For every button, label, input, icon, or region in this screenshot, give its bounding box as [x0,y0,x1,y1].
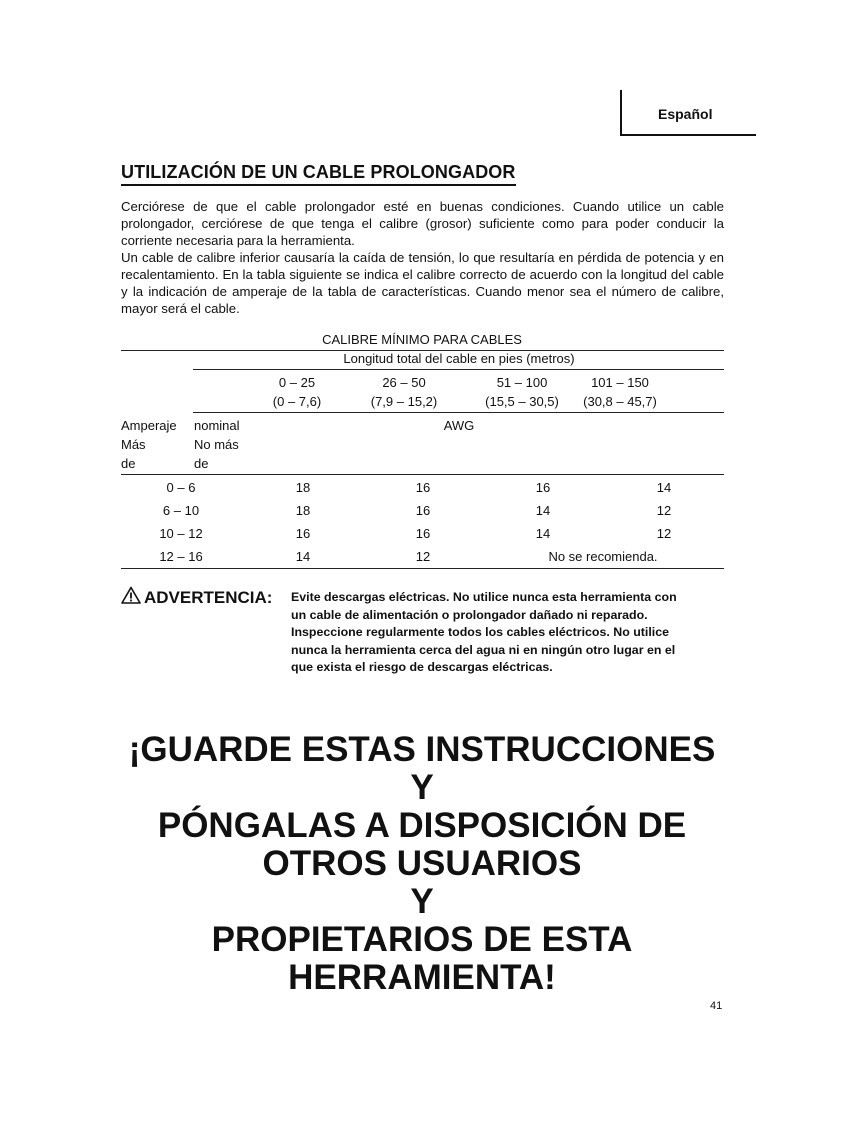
awg-value: 14 [656,480,672,495]
awg-value: 14 [295,549,311,564]
warning-line: Evite descargas eléctricas. No utilice nunca esta herramienta con [291,590,677,604]
awg-value: 12 [656,503,672,518]
not-more-than-label: No más [194,437,239,452]
table-rule [121,568,724,569]
awg-value: 14 [535,526,551,541]
awg-value: 16 [415,480,431,495]
table-rule [121,474,724,475]
table-rule [193,412,724,413]
length-header: Longitud total del cable en pies (metros) [343,351,575,366]
page-number: 41 [710,1000,723,1012]
warning-line: Inspeccione regularmente todos los cables eléctricos. No utilice [291,625,670,639]
nominal-label: nominal [194,418,240,433]
banner-line: HERRAMIENTA! [288,958,556,997]
awg-value: 16 [535,480,551,495]
banner-line: PÓNGALAS A DISPOSICIÓN DE [157,806,687,845]
length-range-meters: (0 – 7,6) [272,394,322,409]
length-range-feet: 101 – 150 [591,375,649,390]
awg-label: AWG [443,418,475,433]
banner-line: PROPIETARIOS DE ESTA [211,920,633,959]
awg-value: 18 [295,503,311,518]
amperage-label: Amperaje [121,418,177,433]
warning-label [121,586,272,609]
length-range-meters: (7,9 – 15,2) [370,394,438,409]
amperage-range: 10 – 12 [159,526,203,541]
language-tab [620,90,756,136]
banner-line: OTROS USUARIOS [262,844,582,883]
section-body [121,198,724,317]
amperage-range: 6 – 10 [162,503,200,518]
awg-value: 12 [415,549,431,564]
banner-line: ¡GUARDE ESTAS INSTRUCCIONES [128,730,716,769]
awg-value: 16 [295,526,311,541]
not-recommended-note: No se recomienda. [548,549,658,564]
save-instructions-banner [0,731,844,997]
body-paragraph: Cerciórese de que el cable prolongador esté en buenas condiciones. Cuando utilice un cable prolongador, cerciórese de que tenga el calibre (grosor) suficiente como para poder conducir la corriente necesaria para la herramienta. [121,199,724,248]
length-range-feet: 0 – 25 [278,375,316,390]
not-more-than-label: de [194,456,209,471]
amperage-range: 12 – 16 [159,549,203,564]
banner-line: Y [410,882,434,921]
awg-value: 14 [535,503,551,518]
warning-triangle-icon [121,586,141,609]
cable-gauge-table [121,330,724,570]
awg-value: 12 [656,526,672,541]
awg-value: 18 [295,480,311,495]
banner-line: Y [410,768,434,807]
awg-value: 16 [415,503,431,518]
warning-line: nunca la herramienta cerca del agua ni en ningún otro lugar en el [291,642,676,657]
section-title: UTILIZACIÓN DE UN CABLE PROLONGADOR [121,162,516,186]
warning-text [291,589,727,677]
length-range-feet: 51 – 100 [496,375,548,390]
length-range-feet: 26 – 50 [382,375,426,390]
table-caption: CALIBRE MÍNIMO PARA CABLES [322,332,522,347]
warning-line: un cable de alimentación o prolongador dañado ni reparado. [291,607,648,622]
awg-value: 16 [415,526,431,541]
language-label: Español [658,106,713,122]
more-than-label: Más [121,437,146,452]
warning-line: que exista el riesgo de descargas eléctricas. [291,660,553,674]
length-range-meters: (15,5 – 30,5) [485,394,559,409]
more-than-label: de [121,456,136,471]
warning-label-text: ADVERTENCIA: [144,587,273,607]
table-rule [193,369,724,370]
amperage-range: 0 – 6 [166,480,196,495]
length-range-meters: (30,8 – 45,7) [583,394,657,409]
body-paragraph: Un cable de calibre inferior causaría la caída de tensión, lo que resultaría en pérdida de potencia y en recalentamiento. En la tabla siguiente se indica el calibre correcto de acuerdo con la longitud del cable y la indicación de amperaje de la tabla de características. Cuando menor sea el número de calibre, mayor será el cable. [121,250,724,316]
